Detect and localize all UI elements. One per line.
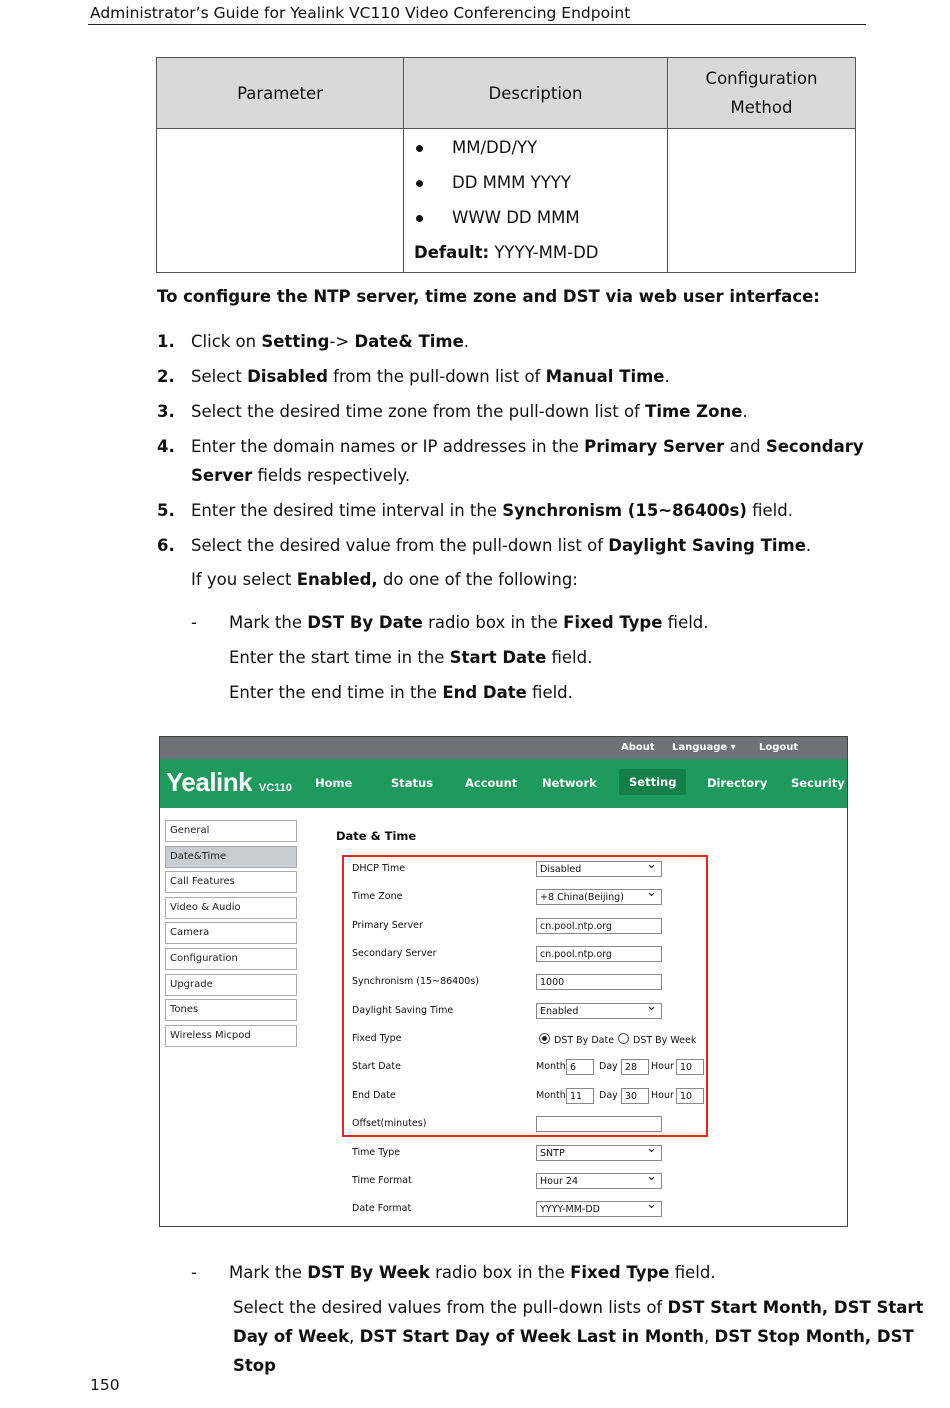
daylight-saving-time-label: Daylight Saving Time: [352, 1004, 454, 1016]
text-run: from the pull-down list of: [327, 367, 546, 386]
step-item: [157, 531, 811, 560]
bold-term: DST By Week: [307, 1263, 430, 1282]
default-label: Default:: [414, 243, 490, 262]
step-number: 6.: [157, 536, 175, 555]
text-run: .: [805, 536, 812, 555]
sidebar-item-date-time[interactable]: Date&Time: [165, 846, 297, 868]
step-item: [157, 565, 578, 594]
step-item: [157, 432, 864, 461]
radio-circle[interactable]: [539, 1033, 550, 1044]
bold-term: DST Start Month, DST Start: [667, 1298, 924, 1317]
start-date-label: Start Date: [352, 1061, 401, 1073]
text-run: Mark the: [229, 1263, 308, 1282]
daylight-saving-time-select[interactable]: Enabled ⌄: [536, 1003, 662, 1019]
bold-term: Disabled: [247, 367, 328, 386]
cell-config-method: [668, 129, 856, 273]
fixed-type-label: Fixed Type: [352, 1033, 402, 1045]
tab-account[interactable]: Account: [465, 776, 518, 790]
offset-minutes-label: Offset(minutes): [352, 1118, 427, 1130]
text-run: radio box in the: [429, 1263, 571, 1282]
step-number: 5.: [157, 501, 175, 520]
text-run: Enter the end time in the: [229, 683, 443, 702]
page-title: Date & Time: [336, 829, 417, 843]
web-ui-screenshot: [159, 736, 848, 1227]
step-number: 2.: [157, 367, 175, 386]
text-run: field.: [746, 501, 793, 520]
start-date-hour-label: Hour: [651, 1061, 674, 1073]
start-date-hour-input[interactable]: 10: [676, 1059, 704, 1075]
logout-link[interactable]: Logout: [759, 742, 799, 753]
sidebar-item-tones[interactable]: Tones: [165, 999, 297, 1021]
sidebar-item-camera[interactable]: Camera: [165, 922, 297, 944]
bold-term: Primary Server: [584, 437, 725, 456]
bold-term: Server: [191, 466, 253, 485]
secondary-server-input[interactable]: cn.pool.ntp.org: [536, 946, 662, 962]
dhcp-time-label: DHCP Time: [352, 863, 406, 874]
text-run: Enter the start time in the: [229, 648, 450, 667]
text-run: fields respectively.: [252, 466, 411, 485]
radio-label: DST By Date: [554, 1035, 615, 1047]
text-run: Enter the domain names or IP addresses in the: [191, 437, 585, 456]
step-number: 4.: [157, 437, 175, 456]
text-run: Select the desired value from the pull-down list of: [191, 536, 609, 555]
text-run: and: [724, 437, 766, 456]
instruction-line: [229, 608, 709, 637]
sidebar-item-call-features[interactable]: Call Features: [165, 871, 297, 893]
cell-description: [404, 129, 668, 273]
bold-term: Manual Time: [545, 367, 665, 386]
instruction-line: [229, 1258, 716, 1287]
text-run: .: [664, 367, 670, 386]
page-header: Administrator’s Guide for Yealink VC110 Video Conferencing Endpoint: [90, 4, 631, 22]
text-run: do one of the following:: [377, 570, 578, 589]
synchronism-15-86400s-input[interactable]: 1000: [536, 974, 662, 990]
sidebar-item-upgrade[interactable]: Upgrade: [165, 974, 297, 996]
list-item: MM/DD/YY: [414, 133, 657, 168]
end-date-hour-input[interactable]: 10: [676, 1088, 704, 1104]
time-format-select[interactable]: Hour 24 ⌄: [536, 1173, 662, 1189]
text-run: Click on: [191, 332, 262, 351]
tab-directory[interactable]: Directory: [707, 776, 768, 790]
col-header-config-method: Configuration Method: [668, 58, 856, 129]
end-date-day-input[interactable]: 30: [621, 1088, 649, 1104]
instructions-title: To configure the NTP server, time zone and DST via web user interface:: [157, 287, 820, 306]
date-format-label: Date Format: [352, 1203, 412, 1215]
time-type-select[interactable]: SNTP ⌄: [536, 1145, 662, 1161]
date-format-select[interactable]: YYYY-MM-DD ⌄: [536, 1201, 662, 1217]
primary-server-label: Primary Server: [352, 919, 423, 931]
text-run: .: [742, 402, 748, 421]
instruction-line: [233, 1293, 923, 1322]
tab-setting[interactable]: Setting: [619, 769, 686, 795]
text-run: ,: [349, 1327, 360, 1346]
main-nav: [160, 759, 847, 808]
bold-term: Date& Time: [354, 332, 464, 351]
synchronism-15-86400s-label: Synchronism (15~86400s): [352, 976, 479, 988]
text-run: field.: [669, 1263, 716, 1282]
end-date-month-label: Month: [536, 1089, 566, 1101]
sidebar-item-video-audio[interactable]: Video & Audio: [165, 897, 297, 919]
start-date-day-input[interactable]: 28: [621, 1059, 649, 1075]
bold-term: Secondary: [765, 437, 864, 456]
text-run: ->: [329, 332, 355, 351]
end-date-day-label: Day: [599, 1089, 618, 1101]
time-zone-select[interactable]: +8 China(Beijing) ⌄: [536, 889, 662, 905]
text-run: Mark the: [229, 613, 308, 632]
bold-term: DST Stop Month, DST Stop: [233, 1327, 914, 1375]
time-zone-label: Time Zone: [352, 891, 403, 903]
primary-server-input[interactable]: cn.pool.ntp.org: [536, 918, 662, 934]
bold-term: Fixed Type: [563, 613, 663, 632]
sidebar-item-wireless-micpod[interactable]: Wireless Micpod: [165, 1025, 297, 1047]
step-number: 1.: [157, 332, 175, 351]
bold-term: Fixed Type: [570, 1263, 670, 1282]
dash-marker: -: [191, 1263, 197, 1282]
text-run: ,: [704, 1327, 715, 1346]
text-run: Select the desired time zone from the pull-down list of: [191, 402, 646, 421]
bold-term: Start Date: [449, 648, 547, 667]
instruction-line: [229, 643, 592, 672]
tab-network[interactable]: Network: [542, 776, 597, 790]
bold-term: Time Zone: [645, 402, 743, 421]
logo-text: Yealink: [166, 767, 253, 797]
bold-term: Enabled,: [296, 570, 378, 589]
instruction-line: [233, 1322, 950, 1380]
bold-term: DST By Date: [307, 613, 423, 632]
default-line: [414, 238, 657, 268]
text-run: field.: [662, 613, 709, 632]
top-bar: [160, 737, 847, 759]
sidebar-item-general[interactable]: General: [165, 820, 297, 842]
radio-label: DST By Week: [633, 1035, 697, 1047]
start-date-month-label: Month: [536, 1061, 566, 1073]
list-item: WWW DD MMM: [414, 203, 657, 238]
cell-parameter: [157, 129, 404, 273]
tab-home[interactable]: Home: [315, 776, 353, 790]
time-type-label: Time Type: [352, 1146, 401, 1158]
text-run: radio box in the: [422, 613, 564, 632]
text-run: Select: [191, 367, 248, 386]
col-header-parameter: Parameter: [157, 58, 404, 129]
start-date-month-input[interactable]: 6: [566, 1059, 594, 1075]
text-run: If you select: [191, 570, 297, 589]
instruction-line: [229, 678, 573, 707]
end-date-hour-label: Hour: [651, 1089, 674, 1101]
secondary-server-label: Secondary Server: [352, 948, 437, 960]
text-run: Select the desired values from the pull-down lists of: [233, 1298, 668, 1317]
radio-dst-by-week[interactable]: [618, 1033, 696, 1046]
end-date-label: End Date: [352, 1089, 396, 1101]
step-item: [157, 496, 793, 525]
step-item: [157, 397, 748, 426]
step-item: [157, 327, 469, 356]
header-rule: [88, 24, 866, 25]
bold-term: Daylight Saving Time: [608, 536, 806, 555]
text-run: .: [463, 332, 470, 351]
tab-status[interactable]: Status: [391, 776, 434, 790]
time-format-label: Time Format: [352, 1174, 412, 1186]
yealink-logo: [166, 767, 292, 798]
text-run: field.: [546, 648, 593, 667]
offset-minutes-input[interactable]: [536, 1116, 662, 1132]
col-header-description: Description: [404, 58, 668, 129]
parameter-table: [156, 57, 856, 273]
default-value: YYYY-MM-DD: [489, 243, 599, 262]
bold-term: DST Start Day of Week Last in Month: [359, 1327, 704, 1346]
step-item: [157, 461, 410, 490]
bold-term: Synchronism (15~86400s): [502, 501, 747, 520]
page-number: 150: [90, 1376, 120, 1394]
bold-term: Day of Week: [233, 1327, 350, 1346]
about-link[interactable]: About: [621, 742, 655, 753]
text-run: Enter the desired time interval in the: [191, 501, 503, 520]
sidebar-item-configuration[interactable]: Configuration: [165, 948, 297, 970]
tab-security[interactable]: Security: [791, 776, 845, 790]
radio-dst-by-date[interactable]: [539, 1033, 614, 1046]
dash-marker: -: [191, 613, 197, 632]
language-menu[interactable]: Language ▾: [672, 742, 736, 753]
radio-circle[interactable]: [618, 1033, 629, 1044]
text-run: field.: [526, 683, 573, 702]
format-list: [414, 133, 657, 238]
dhcp-time-select[interactable]: Disabled ⌄: [536, 861, 662, 877]
start-date-day-label: Day: [599, 1061, 618, 1073]
end-date-month-input[interactable]: 11: [566, 1088, 594, 1104]
bold-term: End Date: [442, 683, 527, 702]
step-number: 3.: [157, 402, 175, 421]
settings-sidebar: [165, 820, 297, 1050]
list-item: DD MMM YYYY: [414, 168, 657, 203]
step-item: [157, 362, 670, 391]
model-text: VC110: [258, 782, 292, 794]
bold-term: Setting: [261, 332, 330, 351]
